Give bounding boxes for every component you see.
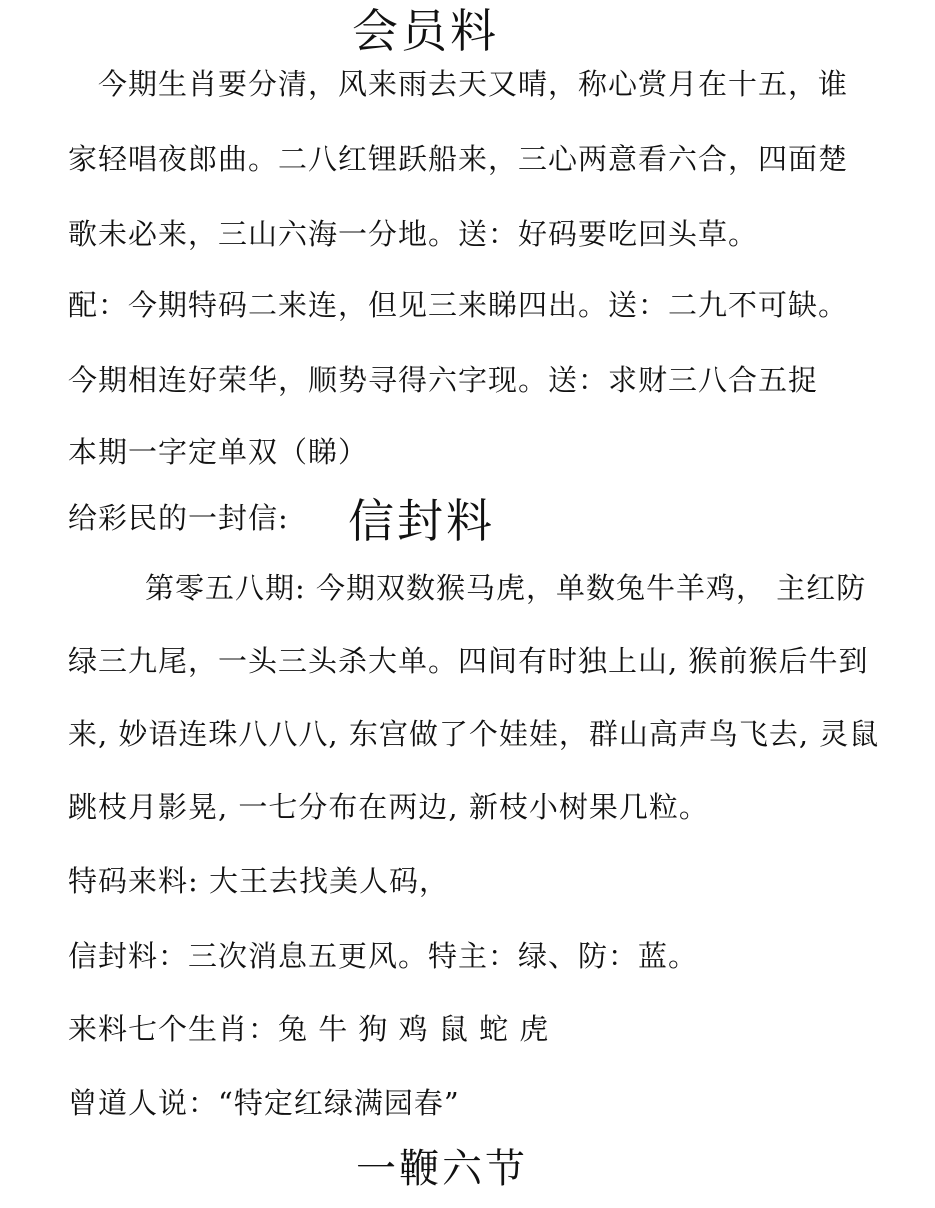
text-line: 特码来料: 大王去找美人码， xyxy=(68,864,449,898)
section-title-xinfengliao: 信封料 xyxy=(348,494,495,548)
section-title-yibianliujie: 一鞭六节 xyxy=(356,1146,528,1192)
section-title-huiyuanliao: 会员料 xyxy=(352,4,499,58)
letter-label: 给彩民的一封信: xyxy=(68,501,289,535)
text-line: 今期生肖要分清，风来雨去天又晴，称心赏月在十五，谁 xyxy=(98,67,849,101)
text-line: 来, 妙语连珠八八八, 东宫做了个娃娃，群山高声鸟飞去, 灵鼠 xyxy=(68,717,880,751)
text-line: 本期一字定单双（睇） xyxy=(68,435,369,469)
text-line: 来料七个生肖：兔 牛 狗 鸡 鼠 蛇 虎 xyxy=(68,1012,550,1046)
text-line: 信封料：三次消息五更风。特主：绿、防：蓝。 xyxy=(68,939,699,973)
text-line: 第零五八期: 今期双数猴马虎，单数兔牛羊鸡， 主红防 xyxy=(145,571,867,605)
text-line: 家轻唱夜郎曲。二八红锂跃船来，三心两意看六合，四面楚 xyxy=(68,142,849,176)
text-line: 绿三九尾，一头三头杀大单。四间有时独上山, 猴前猴后牛到 xyxy=(68,644,869,678)
text-line: 歌未必来，三山六海一分地。送：好码要吃回头草。 xyxy=(68,217,759,251)
text-line: 跳枝月影晃, 一七分布在两边, 新枝小树果几粒。 xyxy=(68,790,709,824)
text-line: 配：今期特码二来连，但见三来睇四出。送：二九不可缺。 xyxy=(68,288,849,322)
text-line: 曾道人说：“特定红绿满园春” xyxy=(68,1086,460,1120)
text-line: 今期相连好荣华，顺势寻得六字现。送：求财三八合五捉 xyxy=(68,363,819,397)
